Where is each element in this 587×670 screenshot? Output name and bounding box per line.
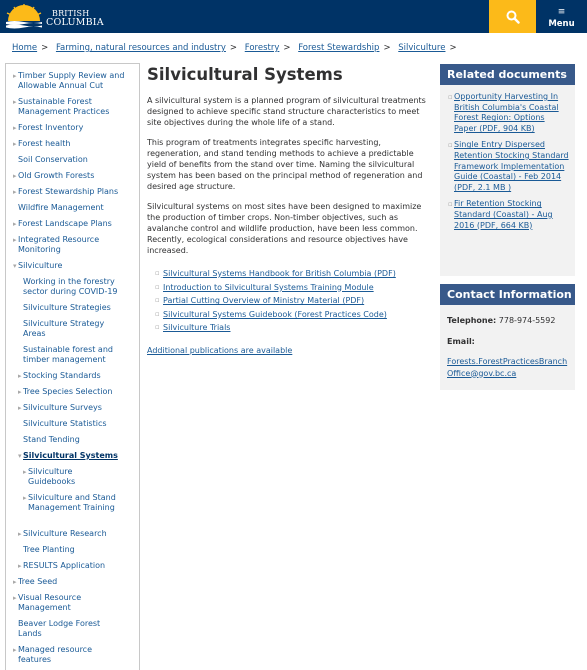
nav-item-silviculture-research[interactable] bbox=[18, 529, 131, 539]
bullet-icon: ▸ bbox=[13, 72, 17, 80]
nav-label: Silviculture Strategy Areas bbox=[23, 319, 105, 338]
nav-label: Forest Stewardship Plans bbox=[18, 187, 119, 196]
nav-item-silviculture[interactable] bbox=[13, 261, 136, 271]
bullet-icon: ▫ bbox=[155, 282, 160, 291]
bullet-icon: ▸ bbox=[18, 388, 22, 396]
link-handbook[interactable]: Silvicultural Systems Handbook for British Columbia (PDF) bbox=[163, 269, 396, 278]
nav-item-strategy-areas[interactable] bbox=[23, 319, 113, 339]
bullet-icon: ▸ bbox=[23, 494, 27, 502]
menu-button[interactable] bbox=[536, 0, 587, 33]
breadcrumb-separator: > bbox=[41, 43, 49, 53]
bullet-icon: ▸ bbox=[13, 646, 17, 654]
contact-body bbox=[440, 305, 575, 379]
bullet-icon: ▾ bbox=[13, 262, 17, 270]
contact-information-panel bbox=[440, 284, 575, 390]
nav-item-forest-inventory[interactable] bbox=[13, 123, 136, 133]
breadcrumb-forest-stewardship[interactable]: Forest Stewardship bbox=[298, 43, 380, 53]
list-item bbox=[155, 267, 432, 281]
objectives-paragraph: Silvicultural systems on most sites have been designed to maximize the production of timber crops. Non-timber objectives, such as avalanche control and wildlife production, have been less common. Recently, ecological considerations and resource objectives have increased. bbox=[147, 202, 422, 255]
nav-label: Forest Landscape Plans bbox=[18, 219, 112, 228]
bullet-icon: ▫ bbox=[155, 309, 160, 318]
list-item bbox=[448, 140, 569, 193]
bullet-icon: ▫ bbox=[448, 141, 453, 150]
bullet-icon: ▸ bbox=[18, 404, 22, 412]
page-title: Silvicultural Systems bbox=[147, 65, 343, 84]
list-item bbox=[155, 321, 432, 335]
list-item bbox=[448, 92, 569, 134]
menu-label: Menu bbox=[548, 19, 575, 29]
nav-label: Working in the forestry sector during COVID-19 bbox=[23, 277, 118, 296]
contact-information-title: Contact Information bbox=[440, 284, 575, 305]
nav-label: Silvicultural Systems bbox=[23, 451, 118, 460]
nav-item-tree-planting[interactable] bbox=[23, 545, 131, 555]
bullet-icon: ▸ bbox=[18, 562, 22, 570]
site-header bbox=[0, 0, 587, 33]
nav-item-managed-resource[interactable] bbox=[13, 645, 118, 665]
link-trials[interactable]: Silviculture Trials bbox=[163, 323, 231, 333]
nav-item-beaver-lodge[interactable] bbox=[18, 619, 118, 639]
nav-label: Forest health bbox=[18, 139, 71, 148]
bullet-icon: ▸ bbox=[13, 594, 17, 602]
nav-label: Beaver Lodge Forest Lands bbox=[18, 619, 101, 638]
nav-item-old-growth[interactable] bbox=[13, 171, 136, 181]
bullet-icon: ▸ bbox=[18, 372, 22, 380]
breadcrumb-silviculture[interactable]: Silviculture bbox=[398, 43, 446, 53]
bullet-icon: ▸ bbox=[18, 530, 22, 538]
link-training-module[interactable]: Introduction to Silvicultural Systems Training Module bbox=[163, 282, 374, 292]
nav-label: Silviculture bbox=[18, 261, 63, 270]
nav-label: Sustainable forest and timber management bbox=[23, 345, 113, 364]
nav-item-guidebooks[interactable] bbox=[23, 467, 108, 487]
related-documents-title: Related documents bbox=[440, 64, 575, 85]
nav-item-tree-species[interactable] bbox=[18, 387, 131, 397]
email-label: Email: bbox=[447, 337, 475, 346]
nav-item-sustainable-timber[interactable] bbox=[23, 345, 131, 365]
logo-line-1: BRITISH bbox=[52, 9, 90, 18]
logo-wordmark bbox=[46, 10, 104, 27]
list-item bbox=[448, 199, 569, 231]
breadcrumb-separator: > bbox=[383, 43, 391, 53]
bullet-icon: ▸ bbox=[13, 140, 17, 148]
breadcrumb-separator: > bbox=[283, 43, 291, 53]
nav-label: Old Growth Forests bbox=[18, 171, 95, 180]
bullet-icon: ▸ bbox=[13, 578, 17, 586]
link-partial-cutting[interactable]: Partial Cutting Overview of Ministry Material (PDF) bbox=[163, 296, 365, 306]
list-item bbox=[155, 294, 432, 308]
nav-item-wildfire-management[interactable] bbox=[18, 203, 136, 213]
intro-paragraph: A silvicultural system is a planned program of silvicultural treatments designed to achieve specific stand structure characteristics to meet site objectives during the whole life of a stand. bbox=[147, 96, 426, 127]
nav-label: Silviculture Surveys bbox=[23, 403, 102, 412]
breadcrumb-home[interactable]: Home bbox=[12, 43, 38, 53]
nav-item-integrated-resource[interactable] bbox=[13, 235, 136, 255]
nav-item-visual-resource[interactable] bbox=[13, 593, 108, 613]
nav-item-soil-conservation[interactable] bbox=[18, 155, 136, 165]
nav-label: Stocking Standards bbox=[23, 371, 101, 380]
nav-item-stocking-standards[interactable] bbox=[18, 371, 131, 381]
bullet-icon: ▸ bbox=[13, 172, 17, 180]
bullet-icon: ▾ bbox=[18, 452, 22, 460]
bullet-icon: ▸ bbox=[13, 220, 17, 228]
link-additional-publications[interactable]: Additional publications are available bbox=[147, 345, 293, 355]
additional-publications bbox=[147, 346, 432, 355]
nav-item-covid[interactable] bbox=[23, 277, 131, 297]
nav-label: Timber Supply Review and Allowable Annual Cut bbox=[18, 71, 125, 90]
bullet-icon: ▫ bbox=[448, 200, 453, 209]
resource-links bbox=[147, 267, 432, 335]
hamburger-icon: ≡ bbox=[557, 7, 566, 17]
nav-item-timber-supply[interactable] bbox=[13, 71, 136, 91]
bullet-icon: ▫ bbox=[155, 323, 160, 332]
link-guidebook[interactable]: Silvicultural Systems Guidebook (Forest Practices Code) bbox=[163, 309, 387, 319]
nav-label: Stand Tending bbox=[23, 435, 80, 444]
nav-label: Sustainable Forest Management Practices bbox=[18, 97, 110, 116]
nav-label: Wildfire Management bbox=[18, 203, 104, 212]
nav-item-results-application[interactable] bbox=[18, 561, 131, 571]
bc-logo[interactable] bbox=[4, 3, 104, 30]
related-documents-list bbox=[440, 85, 575, 231]
nav-label: Silviculture Statistics bbox=[23, 419, 107, 428]
nav-item-silviculture-statistics[interactable] bbox=[23, 419, 131, 429]
breadcrumb-farming[interactable]: Farming, natural resources and industry bbox=[55, 43, 226, 53]
breadcrumb-separator: > bbox=[449, 43, 457, 53]
nav-label: Silviculture and Stand Management Training bbox=[28, 493, 116, 512]
related-doc-single-entry[interactable]: Single Entry Dispersed Retention Stocking Standard Framework Implementation Guide (Coastal) - Feb 2014 (PDF, 2.1 MB ) bbox=[454, 140, 569, 192]
nav-item-forest-landscape-plans[interactable] bbox=[13, 219, 136, 229]
nav-item-forest-health[interactable] bbox=[13, 139, 136, 149]
nav-item-sustainable-forest[interactable] bbox=[13, 97, 136, 117]
bullet-icon: ▸ bbox=[13, 98, 17, 106]
telephone-colon: : bbox=[493, 316, 497, 325]
left-navigation bbox=[5, 63, 140, 670]
nav-label: Tree Species Selection bbox=[23, 387, 113, 396]
nav-label: Forest Inventory bbox=[18, 123, 84, 132]
nav-label: Silviculture Guidebooks bbox=[28, 467, 76, 486]
main-content bbox=[147, 63, 432, 355]
breadcrumb-forestry[interactable]: Forestry bbox=[244, 43, 280, 53]
related-doc-fir-retention[interactable]: Fir Retention Stocking Standard (Coastal) - Aug 2016 (PDF, 664 KB) bbox=[454, 199, 553, 230]
nav-label: Silviculture Research bbox=[23, 529, 107, 538]
list-item bbox=[155, 308, 432, 322]
nav-item-stand-tending[interactable] bbox=[23, 435, 131, 445]
list-item bbox=[155, 281, 432, 295]
breadcrumb-separator: > bbox=[229, 43, 238, 53]
nav-item-silviculture-strategies[interactable] bbox=[23, 303, 131, 313]
nav-item-tree-seed[interactable] bbox=[13, 577, 136, 587]
nav-label: Tree Seed bbox=[18, 577, 58, 586]
search-button[interactable] bbox=[489, 0, 536, 33]
breadcrumb bbox=[12, 43, 582, 53]
nav-label: Visual Resource Management bbox=[18, 593, 82, 612]
logo-line-2: COLUMBIA bbox=[46, 17, 104, 28]
nav-item-silviculture-surveys[interactable] bbox=[18, 403, 131, 413]
bullet-icon: ▸ bbox=[13, 188, 17, 196]
sun-logo-icon bbox=[4, 3, 44, 29]
nav-label: Silviculture Strategies bbox=[23, 303, 111, 312]
nav-item-silvicultural-systems[interactable] bbox=[18, 451, 131, 461]
nav-label: RESULTS Application bbox=[23, 561, 106, 570]
related-doc-opportunity-harvesting[interactable]: Opportunity Harvesting In British Columbia's Coastal Forest Region: Options Paper (PDF, 904 KB) bbox=[454, 92, 559, 133]
telephone-value: 778-974-5592 bbox=[498, 316, 556, 325]
related-documents-panel bbox=[440, 64, 575, 276]
email-link[interactable]: Forests.ForestPracticesBranchOffice@gov.bc.ca bbox=[447, 357, 568, 378]
nav-label: Managed resource features bbox=[18, 645, 92, 664]
nav-item-forest-stewardship-plans[interactable] bbox=[13, 187, 136, 197]
bullet-icon: ▸ bbox=[13, 124, 17, 132]
nav-label: Tree Planting bbox=[23, 545, 75, 554]
bullet-icon: ▸ bbox=[23, 468, 27, 476]
bullet-icon: ▫ bbox=[448, 93, 453, 101]
bullet-icon: ▸ bbox=[13, 236, 17, 244]
nav-label: Soil Conservation bbox=[18, 155, 88, 164]
nav-item-stand-management-training[interactable] bbox=[23, 493, 118, 513]
search-icon bbox=[506, 10, 520, 24]
bullet-icon: ▫ bbox=[155, 296, 160, 305]
telephone-label: Telephone bbox=[447, 316, 494, 325]
nav-label: Integrated Resource Monitoring bbox=[18, 235, 100, 254]
telephone-row bbox=[447, 315, 569, 326]
bullet-icon: ▫ bbox=[155, 269, 160, 277]
program-paragraph: This program of treatments integrates specific harvesting, regeneration, and stand tending methods to achieve a predictable yield of benefits from the stand over time. Naming the silvicultural system has been based on the principal method of regeneration and desired age structure. bbox=[147, 138, 423, 191]
